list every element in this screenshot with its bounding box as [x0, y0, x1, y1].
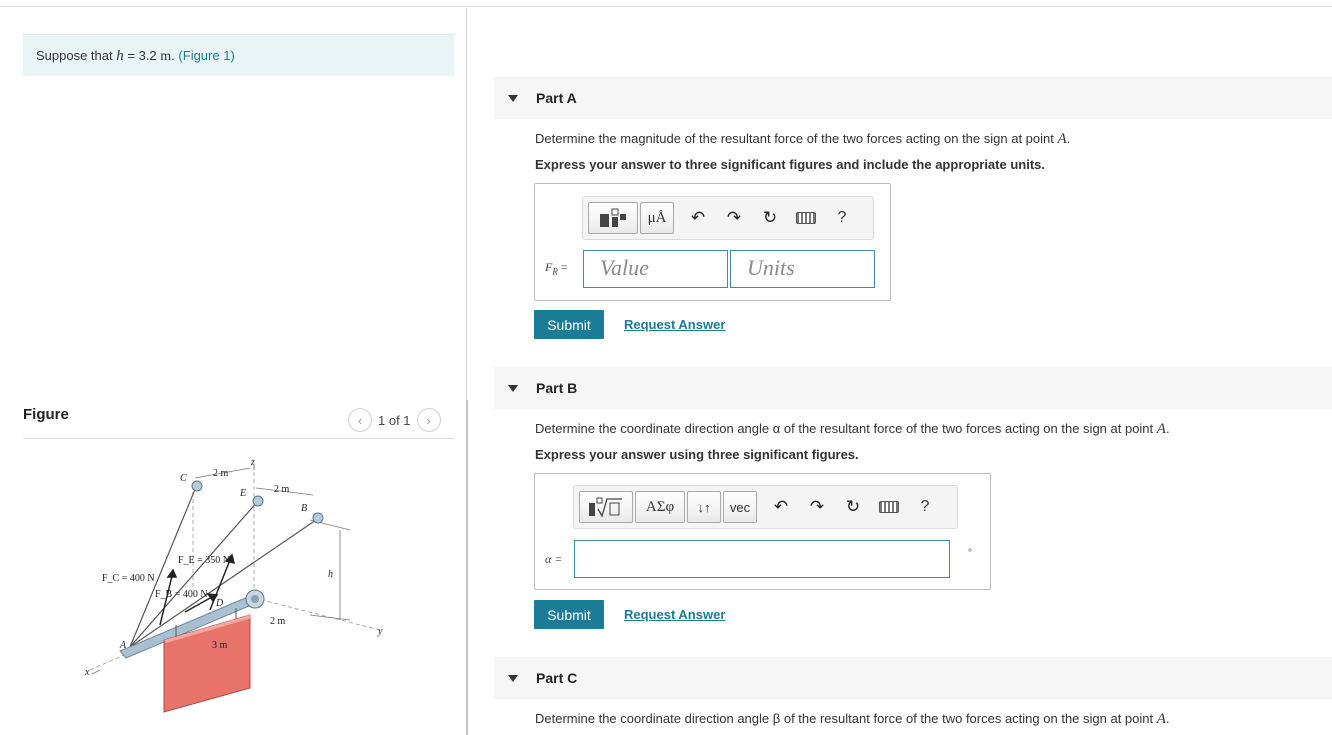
templates-icon	[599, 207, 627, 229]
part-a-toolbar	[582, 196, 874, 240]
alpha-input[interactable]	[574, 540, 950, 578]
intro-unit: m	[160, 49, 172, 64]
caret-down-icon	[508, 675, 518, 682]
part-b-submit-button[interactable]: Submit	[534, 600, 604, 629]
subscript-button[interactable]: ↓↑	[687, 491, 721, 523]
figure-diagram	[75, 448, 395, 720]
part-b-question-text: Determine the coordinate direction angle α of the resultant force of the two forces acting on the sign at point	[535, 421, 1154, 436]
fr-sub: R	[552, 266, 558, 277]
label-2m-low: 2 m	[270, 616, 286, 627]
templates-button[interactable]	[579, 491, 633, 523]
part-a-request-answer-link[interactable]: Request Answer	[624, 317, 726, 332]
intro-period: .	[171, 48, 175, 63]
chevron-right-icon: ›	[426, 412, 431, 428]
chevron-left-icon: ‹	[357, 412, 363, 428]
redo-icon[interactable]: ↷	[726, 208, 742, 227]
undo-icon[interactable]: ↶	[690, 208, 706, 227]
column-divider-strong	[466, 400, 468, 735]
part-a-var-label	[545, 260, 568, 276]
label-a: A	[120, 640, 127, 651]
part-a-title: Part A	[536, 90, 577, 106]
keyboard-icon[interactable]	[788, 202, 824, 234]
caret-down-icon	[508, 95, 518, 102]
caret-down-icon	[508, 385, 518, 392]
intro-prefix: Suppose that	[36, 48, 113, 63]
label-h: h	[328, 569, 333, 580]
figure-rule	[23, 438, 454, 439]
part-b-header[interactable]	[494, 367, 1332, 409]
part-a-submit-button[interactable]: Submit	[534, 310, 604, 339]
keyboard-icon[interactable]	[871, 491, 907, 523]
part-a-point: A	[1057, 131, 1067, 147]
help-icon[interactable]: ?	[837, 209, 847, 226]
next-figure-button[interactable]	[417, 408, 441, 432]
greek-button[interactable]: ΑΣφ	[635, 491, 685, 523]
intro-var: h	[116, 48, 124, 64]
label-d: D	[216, 598, 224, 609]
redo-icon[interactable]: ↷	[809, 497, 825, 516]
label-y: y	[378, 626, 383, 637]
degree-unit: °	[968, 548, 972, 559]
units-button[interactable]: μÅ	[640, 202, 674, 234]
part-b-title: Part B	[536, 380, 578, 396]
intro-equals: = 3.2	[127, 48, 157, 63]
label-fe: F_E = 350 N	[178, 555, 231, 566]
keyboard-glyph	[796, 212, 816, 224]
part-b-question: Determine the coordinate direction angle α of the resultant force of the two forces acting on the sign at point A.	[535, 421, 1170, 437]
problem-intro	[23, 34, 454, 76]
reset-icon[interactable]: ↻	[762, 208, 778, 227]
part-c-question: Determine the coordinate direction angle β of the resultant force of the two forces acting on the sign at point A.	[535, 711, 1170, 727]
vector-button[interactable]: vec	[723, 491, 757, 523]
part-c-header[interactable]	[494, 657, 1332, 699]
part-a-header[interactable]	[494, 77, 1332, 119]
part-a-question: Determine the magnitude of the resultant force of the two forces acting on the sign at point A.	[535, 131, 1071, 147]
label-fc: F_C = 400 N	[102, 573, 155, 584]
part-a-answer-box	[534, 183, 891, 301]
label-fb: F_B = 400 N	[155, 589, 208, 600]
part-c-title: Part C	[536, 670, 578, 686]
fr-eq: =	[560, 260, 568, 274]
label-e: E	[240, 488, 247, 499]
label-c: C	[180, 473, 187, 484]
top-rule	[0, 6, 1332, 7]
figure-heading: Figure	[23, 406, 69, 423]
prev-figure-button[interactable]	[348, 408, 372, 432]
part-b-answer-box	[534, 473, 991, 590]
part-c-question-text: Determine the coordinate direction angle β of the resultant force of the two forces acting on the sign at point	[535, 711, 1154, 726]
label-3m: 3 m	[212, 640, 228, 651]
units-input[interactable]: Units	[730, 250, 875, 288]
reset-icon[interactable]: ↻	[845, 497, 861, 516]
figure-pager	[348, 408, 441, 432]
undo-icon[interactable]: ↶	[773, 497, 789, 516]
part-b-instruction: Express your answer using three significant figures.	[535, 447, 859, 462]
keyboard-glyph	[879, 501, 899, 513]
templates-button[interactable]	[588, 202, 638, 234]
templates-sqrt-icon	[588, 496, 624, 518]
help-icon[interactable]: ?	[920, 498, 930, 515]
label-2m-top: 2 m	[213, 468, 229, 479]
label-x: x	[85, 667, 90, 678]
part-b-request-answer-link[interactable]: Request Answer	[624, 607, 726, 622]
figure-link[interactable]: (Figure 1)	[178, 48, 235, 63]
part-c-point: A	[1156, 711, 1166, 727]
part-a-question-text: Determine the magnitude of the resultant force of the two forces acting on the sign at point	[535, 131, 1054, 146]
value-input[interactable]: Value	[583, 250, 728, 288]
label-b: B	[301, 503, 308, 514]
part-b-point: A	[1156, 421, 1166, 437]
label-z: z	[251, 457, 255, 468]
part-a-instruction: Express your answer to three significant figures and include the appropriate units.	[535, 157, 1045, 172]
pager-text: 1 of 1	[378, 412, 411, 428]
part-b-toolbar	[573, 485, 958, 529]
fr-var: F	[545, 260, 553, 274]
label-2m-mid: 2 m	[274, 484, 290, 495]
alpha-label: α =	[545, 552, 563, 566]
